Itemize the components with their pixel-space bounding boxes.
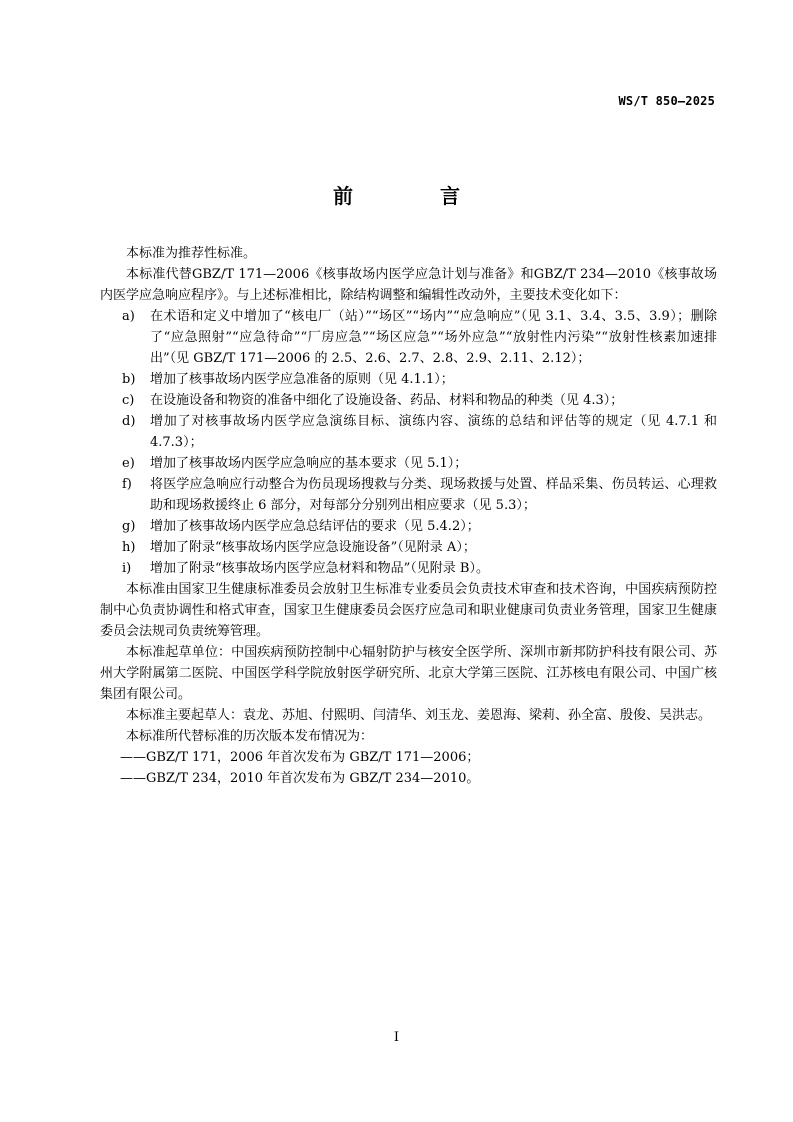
list-item xyxy=(100,390,717,411)
list-item xyxy=(100,453,717,474)
standard-code: WS/T 850—2025 xyxy=(618,94,715,108)
list-item-label: b) xyxy=(122,372,136,387)
list-item xyxy=(100,558,717,579)
paragraph-recommended: 本标准为推荐性标准。 xyxy=(126,246,257,261)
changes-list xyxy=(100,306,717,579)
page-number: I xyxy=(393,1030,400,1045)
list-item xyxy=(100,411,717,453)
list-item xyxy=(100,306,717,369)
list-item-text: 在设施设备和物资的准备中细化了设施设备、药品、材料和物品的种类（见 4.3）； xyxy=(150,393,624,408)
list-item-text: 增加了附录“核事故场内医学应急材料和物品”（见附录 B）。 xyxy=(150,561,489,576)
list-item-label: d) xyxy=(122,414,136,429)
history-line: ——GBZ/T 234，2010 年首次发布为 GBZ/T 234—2010。 xyxy=(120,771,480,786)
paragraph-drafting-units: 本标准起草单位：中国疾病预防控制中心辐射防护与核安全医学所、深圳市新邦防护科技有限公司、苏州大学附属第二医院、中国医学科学院放射医学研究所、北京大学第三医院、江苏核电有限公司、中国广核集团有限公司。 xyxy=(100,645,717,702)
paragraph-management: 本标准由国家卫生健康标准委员会放射卫生标准专业委员会负责技术审查和技术咨询，中国疾病预防控制中心负责协调性和格式审查，国家卫生健康委员会医疗应急司和职业健康司负责业务管理，国家卫生健康委员会法规司负责统筹管理。 xyxy=(100,582,717,639)
list-item xyxy=(100,369,717,390)
page-title: 前 言 xyxy=(333,184,500,208)
list-item-label: e) xyxy=(122,456,135,471)
list-item-text: 增加了核事故场内医学应急准备的原则（见 4.1.1）； xyxy=(150,372,454,387)
list-item xyxy=(100,474,717,516)
list-item-text: 增加了附录“核事故场内医学应急设施设备”（见附录 A）； xyxy=(150,540,476,555)
paragraph-history-intro: 本标准所代替标准的历次版本发布情况为： xyxy=(126,729,374,744)
list-item xyxy=(100,537,717,558)
list-item-text: 将医学应急响应行动整合为伤员现场搜救与分类、现场救援与处置、样品采集、伤员转运、心理救助和现场救援终止 6 部分，对每部分分别列出相应要求（见 5.3）； xyxy=(150,477,717,513)
list-item-text: 增加了核事故场内医学应急总结评估的要求（见 5.4.2）； xyxy=(150,519,480,534)
list-item-label: c) xyxy=(122,393,135,408)
list-item-text: 增加了对核事故场内医学应急演练目标、演练内容、演练的总结和评估等的规定（见 4.7.1 和 4.7.3）； xyxy=(150,414,717,450)
list-item-label: h) xyxy=(122,540,136,555)
paragraph-drafters: 本标准主要起草人：袁龙、苏旭、付熙明、闫清华、刘玉龙、姜恩海、梁莉、孙全富、殷俊、吴洪志。 xyxy=(126,708,712,723)
foreword-body xyxy=(100,243,717,789)
list-item-text: 在术语和定义中增加了“核电厂（站）”“场区”“场内”“应急响应”（见 3.1、3.4、3.5、3.9）；删除了“应急照射”“应急待命”“厂房应急”“场区应急”“场外应急”“放射性内污染”“放射性核素加速排出”（见 GBZ/T 171—2006 的 2.5、2.6、2.7、2.8、2.9、2.11、2.12）； xyxy=(150,309,717,366)
history-line: ——GBZ/T 171，2006 年首次发布为 GBZ/T 171—2006； xyxy=(120,750,480,765)
list-item xyxy=(100,516,717,537)
list-item-label: a) xyxy=(122,309,135,324)
list-item-text: 增加了核事故场内医学应急响应的基本要求（见 5.1）； xyxy=(150,456,468,471)
list-item-label: f) xyxy=(122,477,132,492)
paragraph-replacement: 本标准代替GBZ/T 171—2006《核事故场内医学应急计划与准备》和GBZ/T 234—2010《核事故场内医学应急响应程序》。与上述标准相比，除结构调整和编辑性改动外，主要技术变化如下： xyxy=(100,267,717,303)
list-item-label: i) xyxy=(122,561,132,576)
list-item-label: g) xyxy=(122,519,136,534)
